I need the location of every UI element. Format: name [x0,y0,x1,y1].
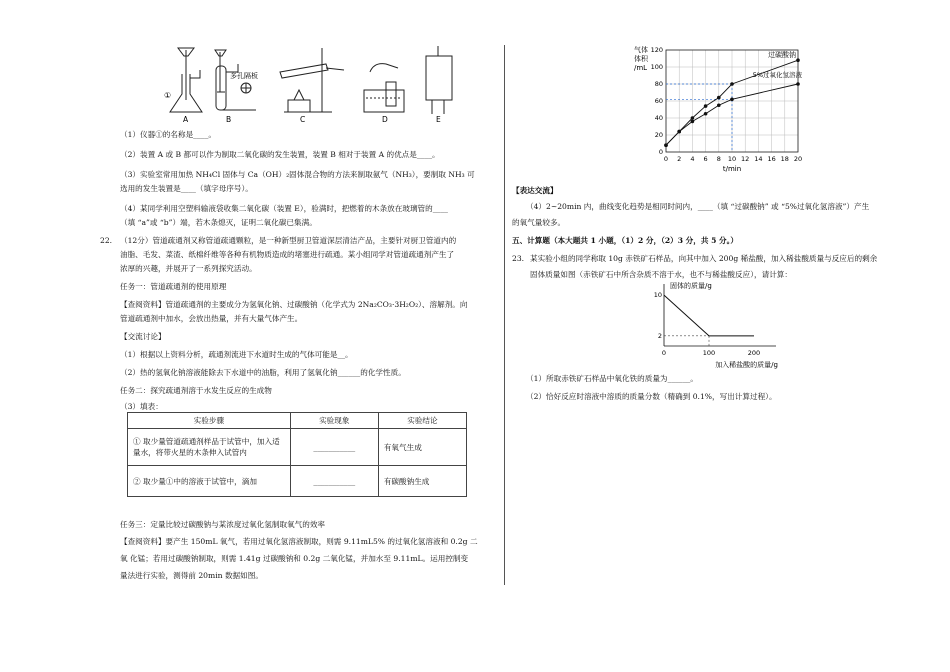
data-point [730,82,734,86]
ref3-line-3: 量法进行实验，测得前 20min 数据如图。 [120,571,263,580]
q23-sub-1: （1）所取赤铁矿石样品中氧化铁的质量为______。 [526,374,698,383]
plate-label: 多孔隔板 [230,72,258,80]
table-cell-phenomenon[interactable]: ___________ [290,429,378,466]
discussion-heading: 【交流讨论】 [120,332,166,341]
label-c: C [300,115,306,124]
task-1-heading: 任务一：管道疏通剂的使用原理 [120,282,227,291]
column-divider [504,45,505,585]
q22-intro-3: 浓厚的兴趣，并展开了一系列探究活动。 [120,264,257,273]
q21-line-3: （3）实验室常用加热 NH₄Cl 固体与 Ca（OH）₂固体混合物的方法来制取氨气（NH₃），要制取 NH₃ 可 [120,170,475,179]
x-tick-label: 4 [690,155,695,163]
fill-table-label: （3）填表： [120,402,163,411]
y-axis-label-1: 气体 [634,46,648,54]
x-axis-label: t/min [722,165,742,173]
y-tick-label: 10 [653,291,662,300]
gas-volume-chart [630,42,810,182]
x-tick-label: 0 [661,349,667,357]
y-axis-label-2: 体积 [634,55,648,63]
q21-line-4: 选用的发生装置是____（填字母序号）。 [120,184,253,193]
apparatus-b [215,50,256,110]
x-tick-label: 18 [780,155,789,163]
x-axis-label: 加入稀盐酸的质量/g [715,361,778,369]
y-tick-label: 0 [658,148,663,156]
x-tick-label: 0 [663,155,669,163]
x-tick-label: 12 [741,155,750,163]
discussion-line-1: （1）根据以上资料分析，疏通剂流进下水道时生成的气体可能是__。 [120,350,353,359]
x-tick-label: 2 [677,155,682,163]
label-a: A [183,115,189,124]
table-row [128,429,467,466]
q23-sub-2: （2）恰好反应时溶液中溶质的质量分数（精确到 0.1%，写出计算过程）。 [526,392,777,401]
step-line: ① 取少量管道疏通剂样品于试管中，加入适 [133,437,280,446]
table-cell-phenomenon[interactable]: ___________ [290,466,378,497]
section-5-heading: 五、计算题（本大题共 1 小题，（1）2 分，（2）3 分，共 5 分。） [512,236,739,245]
q22-intro-1: （12分）管道疏通剂又称管道疏通颗粒，是一种新型厨卫管道深层清洁产品，主要针对厨卫管道内的 [120,236,457,245]
table-row [128,466,467,497]
x-tick-label: 20 [793,155,803,163]
apparatus-c [280,48,344,112]
task-2-heading: 任务二：探究疏通剂溶于水发生反应的生成物 [120,386,272,395]
y-tick-label: 100 [650,63,663,71]
data-point [691,116,695,120]
data-point [796,82,800,86]
apparatus-e [426,46,452,114]
y-axis-label-3: /mL [634,64,648,72]
marker-1: ① [164,91,172,100]
table-cell-step [128,429,291,466]
y-tick-label: 40 [654,114,663,122]
table-header: 实验步骤 [128,413,291,429]
y-tick-label: 120 [650,46,663,54]
y-axis-label: 固体的质量/g [670,282,712,290]
q4-line-2: 的氧气量较多。 [512,218,566,227]
label-b: B [226,115,232,124]
q21-line-1: （1）仪器①的名称是____。 [120,130,216,139]
ref3-line-2: 氧 化锰；若用过碳酸钠制取，则需 1.41g 过碳酸钠和 0.2g 二氧化锰，并加水至 9.11mL。运用控制变 [120,554,469,563]
apparatus-figure [160,42,470,124]
y-tick-label: 2 [657,331,662,340]
step-line: ② 取少量①中的溶液于试管中，滴加 [133,476,257,486]
experiment-table [127,412,467,497]
label-e: E [436,115,441,124]
ref1-line-1: 【查阅资料】管道疏通剂的主要成分为氢氧化钠、过碳酸钠（化学式为 2Na₂CO₃·3H₂O₂）、溶解剂。向 [120,300,468,309]
x-tick-label: 10 [727,155,737,163]
x-tick-label: 200 [747,349,761,357]
data-point [730,98,734,102]
x-tick-label: 6 [703,155,708,163]
table-cell-conclusion: 有碳酸钠生成 [378,466,466,497]
apparatus-a [170,48,202,112]
step-line: 量水，将带火星的木条伸入试管内 [133,448,247,457]
table-cell-conclusion: 有氧气生成 [378,429,466,466]
q4-line-1: （4）2~20min 内，曲线变化趋势是相同时间内，____（填 “过碳酸钠” 或 “5%过氧化氢溶液”）产生 [526,202,870,211]
q21-line-6: （填 “a”或 “b”）端，若木条熄灭，证明二氧化碳已集满。 [120,218,317,227]
x-tick-label: 14 [754,155,763,163]
apparatus-d [364,64,404,112]
annotation-label: 5%过氧化氢溶液 [752,71,802,80]
q22-intro-2: 油脂、毛发、菜渣、纸棉纤维等各种有机物质造成的堵塞进行疏通。某小组同学对管道疏通剂产生了 [120,250,455,259]
y-tick-label: 80 [654,80,663,88]
x-tick-label: 8 [716,155,721,163]
ref3-line-1: 【查阅资料】要产生 150mL 氧气，若用过氧化氢溶液制取，则需 9.11mL5% 的过氧化氢溶液和 0.2g 二 [120,537,478,546]
q21-line-2: （2）装置 A 或 B 都可以作为制取二氧化碳的发生装置，装置 B 相对于装置 A 的优点是____。 [120,150,440,159]
task-3-heading: 任务三：定量比较过碳酸钠与某浓度过氧化氢制取氧气的效率 [120,520,326,529]
x-tick-label: 16 [767,155,776,163]
y-tick-label: 60 [654,97,663,105]
table-header: 实验结论 [378,413,466,429]
data-point [796,58,800,62]
data-point [691,120,695,124]
y-tick-label: 20 [654,131,663,139]
q21-line-5: （4）某同学利用空塑料输液袋收集二氧化碳（装置 E），验满时，把燃着的木条放在玻璃管的____ [120,204,448,213]
annotation-label: 过碳酸钠 [768,50,796,59]
data-point [717,103,721,107]
express-heading: 【表达交流】 [512,186,558,195]
solid-mass-chart [650,280,780,370]
q23-line-2: 固体质量如图（赤铁矿石中所含杂质不溶于水，也不与稀盐酸反应），请计算： [530,270,792,279]
table-header-row [128,413,467,429]
data-point [704,112,708,116]
discussion-line-2: （2）热的氢氧化钠溶液能除去下水道中的油脂，利用了氢氧化钠______的化学性质。 [120,368,406,377]
data-point [677,130,681,134]
table-cell-step [128,466,291,497]
series-line [664,295,754,336]
data-point [664,143,668,147]
q23-line-1: 某实验小组的同学称取 10g 赤铁矿石样品，向其中加入 200g 稀盐酸，加入稀盐酸质量与反应后的剩余 [530,254,878,263]
table-header: 实验现象 [290,413,378,429]
data-point [717,96,721,100]
q22-number: 22. [100,236,113,245]
q23-number: 23. [512,254,525,263]
label-d: D [382,115,388,124]
data-point [704,104,708,108]
x-tick-label: 100 [702,349,716,357]
ref1-line-2: 管道疏通剂中加水，会放出热量，并有大量气体产生。 [120,314,303,323]
